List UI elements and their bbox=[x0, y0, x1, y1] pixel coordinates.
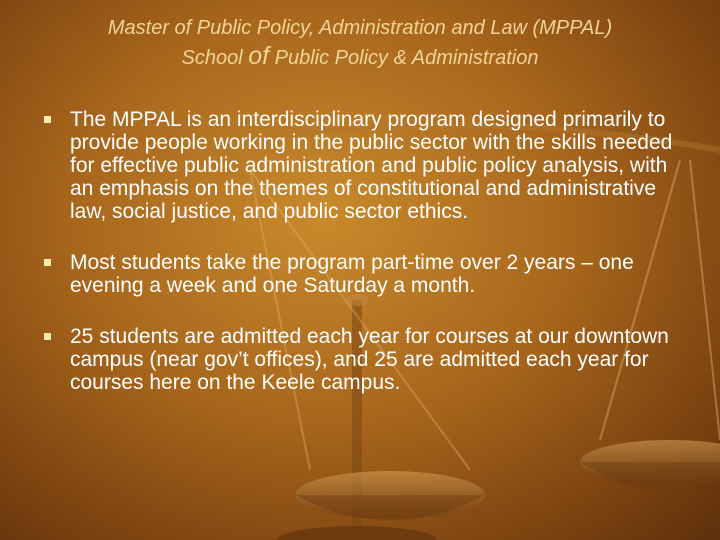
square-bullet-icon bbox=[44, 259, 51, 266]
bullet-text: The MPPAL is an interdisciplinary program designed primarily to provide people working in the public sector with the skills needed for effective public administration and public policy analysis, with an emphasis on the themes of constitutional and administrative law, social justice, and public sector ethics. bbox=[70, 108, 673, 223]
slide-title bbox=[20, 14, 700, 72]
title-school-name: Public Policy & Administration bbox=[269, 47, 539, 69]
bullet-item bbox=[42, 325, 682, 394]
square-bullet-icon bbox=[44, 333, 51, 340]
title-of-word: of bbox=[248, 42, 270, 70]
bullet-text: 25 students are admitted each year for courses at our downtown campus (near gov’t offices), and 25 are admitted each year for courses here on the Keele campus. bbox=[70, 325, 669, 394]
title-line-2 bbox=[20, 42, 700, 72]
bullet-list bbox=[42, 108, 682, 422]
title-school-word: School bbox=[181, 47, 249, 69]
bullet-text: Most students take the program part-time over 2 years – one evening a week and one Saturday a month. bbox=[70, 251, 634, 297]
bullet-item bbox=[42, 108, 682, 223]
bullet-item bbox=[42, 251, 682, 297]
square-bullet-icon bbox=[44, 116, 51, 123]
title-line-1: Master of Public Policy, Administration and Law (MPPAL) bbox=[107, 17, 613, 39]
